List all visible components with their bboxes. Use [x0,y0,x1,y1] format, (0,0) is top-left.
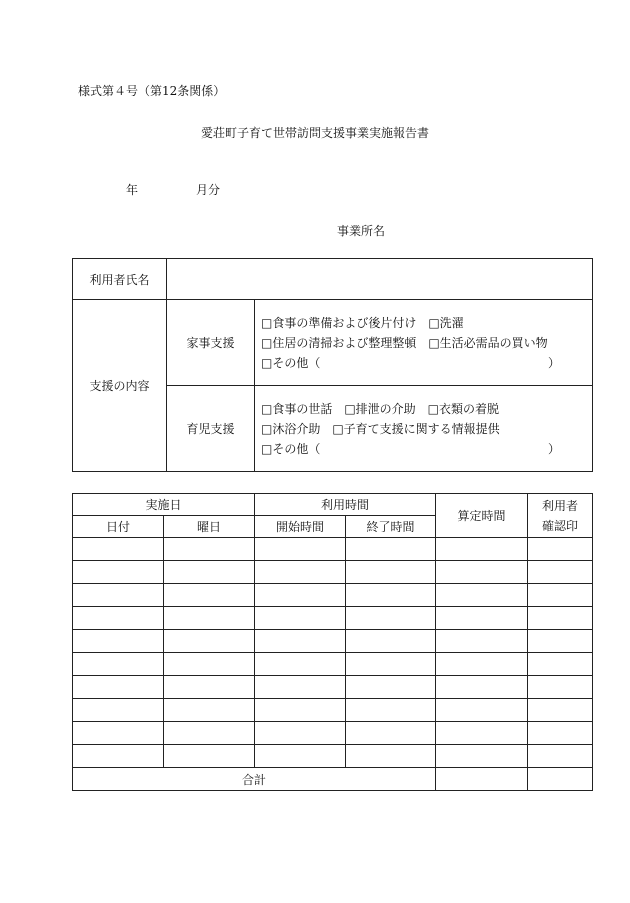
table-row [73,676,593,699]
date-cell[interactable] [73,561,164,584]
end-time-cell[interactable] [346,607,436,630]
total-calculated-time-cell[interactable] [436,768,528,791]
start-time-cell[interactable] [255,745,346,768]
calculated-time-cell[interactable] [436,538,528,561]
confirmation-stamp-cell[interactable] [528,653,593,676]
date-cell[interactable] [73,745,164,768]
info-table [72,258,593,472]
support-content-label: 支援の内容 [73,300,167,472]
confirmation-stamp-cell[interactable] [528,561,593,584]
calculated-time-cell[interactable] [436,630,528,653]
housework-option-line[interactable]: □住居の清掃および整理整頓 □生活必需品の買い物 [261,335,548,350]
weekday-cell[interactable] [164,676,255,699]
housework-option-line[interactable]: □食事の準備および後片付け □洗濯 [261,315,464,330]
start-time-cell[interactable] [255,607,346,630]
end-time-header: 終了時間 [346,516,436,538]
end-time-cell[interactable] [346,538,436,561]
user-name-field[interactable] [167,259,593,300]
start-time-cell[interactable] [255,722,346,745]
date-cell[interactable] [73,676,164,699]
date-cell[interactable] [73,699,164,722]
total-label: 合計 [73,768,436,791]
user-name-label: 利用者氏名 [73,259,167,300]
childcare-support-label: 育児支援 [167,386,255,472]
date-cell[interactable] [73,607,164,630]
end-time-cell[interactable] [346,722,436,745]
date-cell[interactable] [73,538,164,561]
calculated-time-cell[interactable] [436,699,528,722]
date-cell[interactable] [73,722,164,745]
housework-other-label: □その他（ [261,355,321,370]
calculated-time-cell[interactable] [436,653,528,676]
calculated-time-cell[interactable] [436,676,528,699]
calculated-time-cell[interactable] [436,561,528,584]
calculated-time-cell[interactable] [436,745,528,768]
weekday-cell[interactable] [164,722,255,745]
end-time-cell[interactable] [346,561,436,584]
childcare-other-label: □その他（ [261,441,321,456]
year-label: 年 [126,183,139,197]
confirmation-stamp-cell[interactable] [528,607,593,630]
confirmation-stamp-cell[interactable] [528,538,593,561]
start-time-cell[interactable] [255,653,346,676]
housework-close-paren: ） [547,355,560,370]
weekday-cell[interactable] [164,584,255,607]
confirmation-stamp-cell[interactable] [528,699,593,722]
calculated-time-cell[interactable] [436,607,528,630]
weekday-header: 曜日 [164,516,255,538]
table-row [73,561,593,584]
confirmation-stamp-cell[interactable] [528,676,593,699]
housework-option-other[interactable] [261,353,592,373]
childcare-option-other[interactable] [261,439,592,459]
start-time-cell[interactable] [255,561,346,584]
table-row [73,538,593,561]
table-row [73,699,593,722]
table-row [73,653,593,676]
table-row [73,607,593,630]
document-title: 愛荘町子育て世帯訪問支援事業実施報告書 [200,126,429,140]
weekday-cell[interactable] [164,607,255,630]
confirmation-stamp-cell[interactable] [528,745,593,768]
start-time-header: 開始時間 [255,516,346,538]
user-confirmation-line2: 確認印 [542,518,579,533]
childcare-option-line[interactable]: □食事の世話 □排泄の介助 □衣類の着脱 [261,401,500,416]
user-confirmation-line1: 利用者 [542,498,579,513]
date-cell[interactable] [73,584,164,607]
end-time-cell[interactable] [346,676,436,699]
start-time-cell[interactable] [255,630,346,653]
end-time-cell[interactable] [346,584,436,607]
calculated-time-cell[interactable] [436,722,528,745]
table-row [73,630,593,653]
date-cell[interactable] [73,653,164,676]
form-number: 様式第４号（第12条関係） [78,84,226,98]
housework-support-label: 家事支援 [167,300,255,386]
user-confirmation-header [528,494,593,538]
implementation-date-header: 実施日 [73,494,255,516]
weekday-cell[interactable] [164,653,255,676]
service-log-table [72,493,593,791]
month-label: 月分 [196,183,221,197]
office-name-label: 事業所名 [337,224,386,238]
table-row [73,745,593,768]
log-rows [73,538,593,768]
end-time-cell[interactable] [346,630,436,653]
childcare-options [255,386,593,472]
usage-time-header: 利用時間 [255,494,436,516]
start-time-cell[interactable] [255,676,346,699]
total-confirmation-cell[interactable] [528,768,593,791]
childcare-option-line[interactable]: □沐浴介助 □子育て支援に関する情報提供 [261,421,500,436]
end-time-cell[interactable] [346,653,436,676]
weekday-cell[interactable] [164,538,255,561]
start-time-cell[interactable] [255,538,346,561]
start-time-cell[interactable] [255,584,346,607]
calculated-time-cell[interactable] [436,584,528,607]
end-time-cell[interactable] [346,699,436,722]
weekday-cell[interactable] [164,630,255,653]
confirmation-stamp-cell[interactable] [528,722,593,745]
weekday-cell[interactable] [164,561,255,584]
confirmation-stamp-cell[interactable] [528,584,593,607]
table-row [73,722,593,745]
confirmation-stamp-cell[interactable] [528,630,593,653]
childcare-close-paren: ） [547,441,560,456]
table-row [73,584,593,607]
weekday-cell[interactable] [164,745,255,768]
weekday-cell[interactable] [164,699,255,722]
end-time-cell[interactable] [346,745,436,768]
date-cell[interactable] [73,630,164,653]
start-time-cell[interactable] [255,699,346,722]
calculated-time-header: 算定時間 [436,494,528,538]
housework-options [255,300,593,386]
date-header: 日付 [73,516,164,538]
